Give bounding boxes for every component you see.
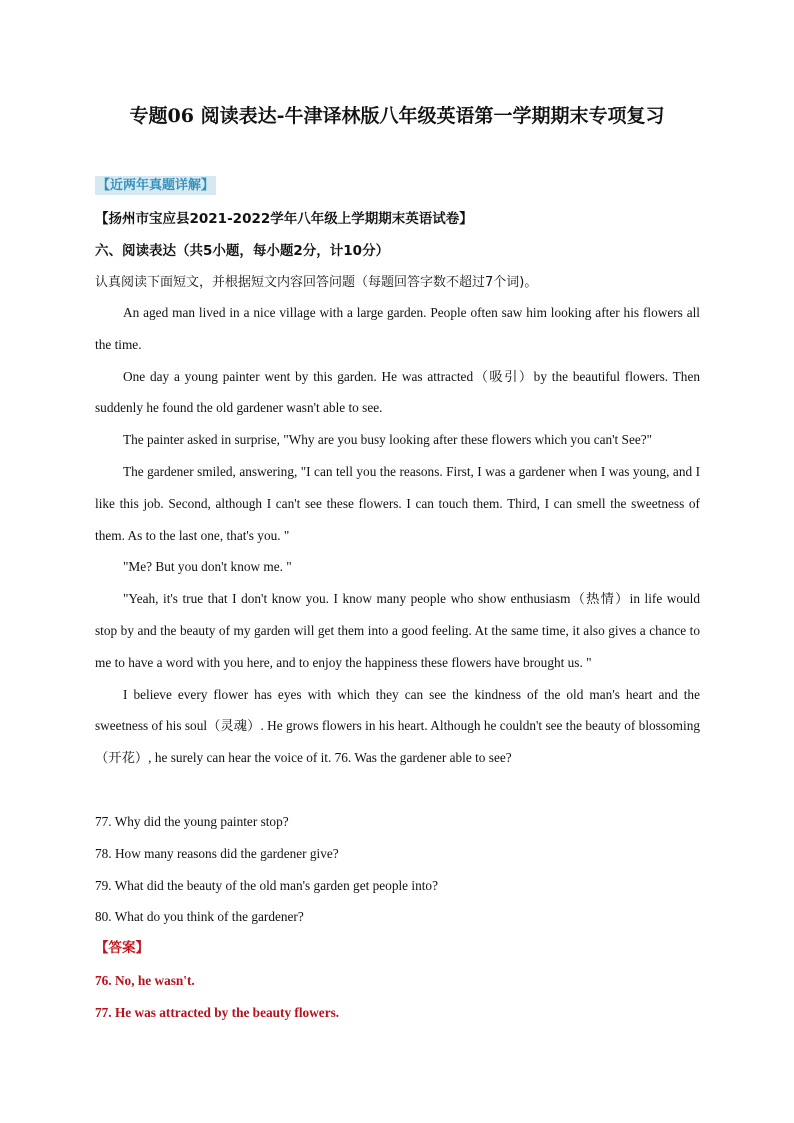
reading-passage [95,297,700,774]
answer-item: 76. No, he wasn't. [95,973,195,988]
page-title: 专题06 阅读表达-牛津译林版八年级英语第一学期期末专项复习 [129,105,665,127]
question-item: 78. How many reasons did the gardener give? [95,845,339,861]
passage-paragraph: One day a young painter went by this garden. He was attracted（吸引）by the beautiful flowers. Then suddenly he found the old gardener wasn't able to see. [95,368,700,416]
question-item: 79. What did the beauty of the old man's garden get people into? [95,877,438,893]
passage-paragraph: I believe every flower has eyes with which they can see the kindness of the old man's heart and the sweetness of his soul（灵魂）. He grows flowers in his heart. Although he couldn't see the beauty of blossoming （开花）, he surely can hear the voice of it. 76. Was the gardener able to see? [95,686,700,766]
answer-heading: 【答案】 [95,940,149,956]
answer-item: 77. He was attracted by the beauty flowers. [95,1004,340,1020]
exam-source: 【扬州市宝应县2021-2022学年八年级上学期期末英语试卷】 [95,211,473,227]
passage-paragraph: An aged man lived in a nice village with a large garden. People often saw him looking after his flowers all the time. [95,305,700,352]
section-tag: 【近两年真题详解】 [97,178,215,193]
passage-paragraph: "Me? But you don't know me. " [123,559,292,575]
question-item: 80. What do you think of the gardener? [95,909,304,925]
answer-list [95,965,700,1029]
passage-paragraph: The gardener smiled, answering, "I can tell you the reasons. First, I was a gardener when I was young, and I like this job. Second, although I can't see these flowers. I can touch them. Third, I can smell the sweetness of them. As to the last one, that's you. " [95,463,700,543]
instruction-text: 认真阅读下面短文，并根据短文内容回答问题（每题回答字数不超过7个词)。 [95,275,538,290]
section-heading: 六、阅读表达（共5小题，每小题2分，计10分） [95,243,390,259]
question-item: 77. Why did the young painter stop? [95,814,289,829]
question-list [95,806,700,933]
passage-paragraph: The painter asked in surprise, "Why are you busy looking after these flowers which you can't See?" [123,432,653,448]
passage-paragraph: "Yeah, it's true that I don't know you. I know many people who show enthusiasm（热情）in life would stop by and the beauty of my garden will get them into a good feeling. At the same time, it also gives a chance to me to have a word with you here, and to enjoy the happiness these flowers have brought us. " [95,591,700,670]
